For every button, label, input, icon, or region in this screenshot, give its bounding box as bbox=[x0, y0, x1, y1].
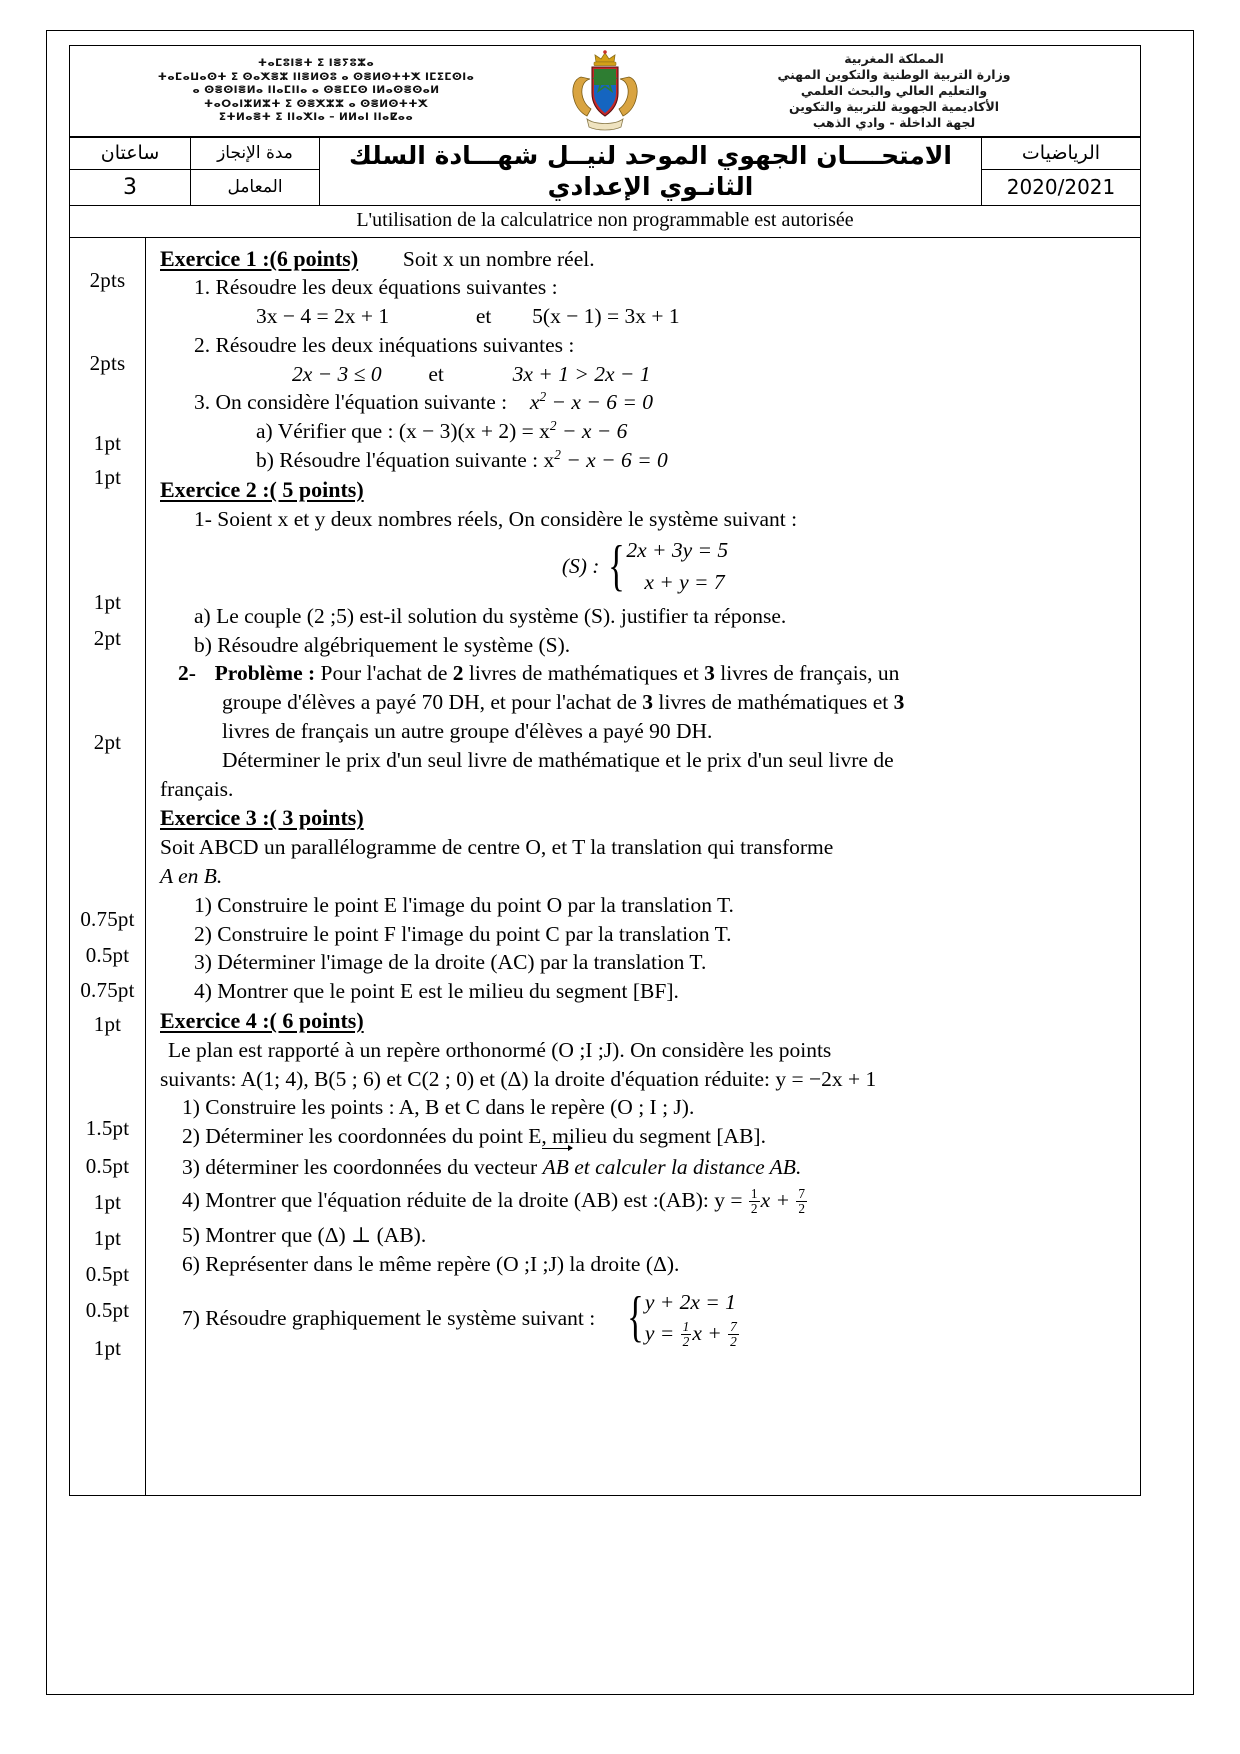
ex4-q4-mid: x + bbox=[760, 1187, 796, 1212]
ex2-problem-line-2 bbox=[160, 688, 1130, 717]
ex4-q7-label: 7) Résoudre graphiquement le système suivant : bbox=[182, 1305, 596, 1330]
points-value: 1pt bbox=[93, 464, 122, 489]
ex2-problem-line-1 bbox=[160, 659, 1130, 688]
ex1-q3-prefix: 3. On considère l'équation suivante : bbox=[194, 390, 508, 415]
ministry-header bbox=[69, 45, 1141, 137]
coat-of-arms-icon bbox=[562, 49, 648, 133]
ex1-q3b-text: b) Résoudre l'équation suivante : $x^2 - x - 6 = 0$ bbox=[256, 446, 668, 473]
ex1-eq-conjunction: et bbox=[475, 304, 492, 329]
duration-hours-value: ساعتان bbox=[70, 138, 191, 170]
ex2-problem-line-4: Déterminer le prix d'un seul livre de mathématique et le prix d'un seul livre de bbox=[222, 747, 894, 772]
ex2-system bbox=[603, 535, 728, 597]
ex1-q3a bbox=[160, 417, 1130, 446]
exercise-4-header-row bbox=[160, 1006, 1130, 1036]
points-value: 1pt bbox=[93, 1335, 122, 1360]
fraction-one-half: $\frac{1}{2}$ bbox=[682, 1319, 690, 1350]
ex2-problem-n3: 3 bbox=[642, 690, 654, 715]
ex3-intro-line-2: A en B. bbox=[160, 863, 223, 888]
ex4-q6: 6) Représenter dans le même repère (O ;I ;J) la droite (Δ). bbox=[182, 1252, 680, 1277]
arabic-line-5: لجهة الداخلة - وادي الذهب bbox=[812, 115, 976, 130]
ex2-system-label: (S) : bbox=[561, 554, 600, 579]
left-brace-icon: { bbox=[627, 1286, 644, 1349]
points-value: 2pts bbox=[89, 350, 126, 375]
arabic-ministry-block bbox=[648, 51, 1140, 131]
ex1-q2: 2. Résoudre les deux inéquations suivantes : bbox=[194, 332, 575, 357]
points-value: 1pt bbox=[93, 430, 122, 455]
points-value: 1pt bbox=[93, 1011, 122, 1036]
ex3-q3: 3) Déterminer l'image de la droite (AC) par la translation T. bbox=[194, 950, 707, 975]
points-value: 1pt bbox=[93, 1189, 122, 1214]
exam-sheet bbox=[69, 45, 1141, 1496]
ex4-q4 bbox=[160, 1186, 1130, 1216]
ex2-system-block bbox=[160, 535, 1130, 597]
ex2-system-row-2: x + y = 7 bbox=[644, 569, 725, 594]
ex4-q7 bbox=[160, 1287, 1130, 1349]
ex4-q3-text-a: 3) déterminer les coordonnées du vecteur bbox=[182, 1154, 543, 1179]
coefficient-label: المعامل bbox=[191, 169, 320, 205]
ex2-problem-t5: livres de mathématiques et bbox=[653, 690, 894, 715]
ex4-q2: 2) Déterminer les coordonnées du point E, milieu du segment [AB]. bbox=[182, 1124, 766, 1149]
ex1-q1-equations bbox=[160, 302, 1130, 331]
ex2-problem-n2: 3 bbox=[704, 661, 715, 686]
ex4-q3 bbox=[160, 1151, 1130, 1182]
fraction-seven-halves: $\frac{7}{2}$ bbox=[730, 1319, 737, 1350]
ex4-q3-text-b: et calculer la distance AB. bbox=[568, 1154, 802, 1179]
ex2-problem-t3: livres de français, un bbox=[714, 661, 900, 686]
ex4-intro-line-1: Le plan est rapporté à un repère orthonormé (O ;I ;J). On considère les points bbox=[168, 1037, 832, 1062]
ex1-q1: 1. Résoudre les deux équations suivantes : bbox=[194, 275, 558, 300]
tifinagh-block bbox=[70, 57, 562, 124]
points-value: 0.75pt bbox=[80, 906, 135, 931]
ex2-system-row-1: 2x + 3y = 5 bbox=[626, 538, 729, 563]
fraction-one-half: $\frac{1}{2}$ bbox=[750, 1186, 758, 1216]
ex4-intro-line-2: suivants: A(1; 4), B(5 ; 6) et C(2 ; 0) et (Δ) la droite d'équation réduite: y = −2x + 1 bbox=[160, 1066, 877, 1091]
ex1-q3b bbox=[160, 446, 1130, 475]
exam-body bbox=[69, 238, 1141, 1496]
tifinagh-line-5: ⵉⵜⵍⴰⴻⵜ ⵉ ⵏⵏⴰⵅⵏⴰ – ⵍⵍⴰⵏ ⵏⵏⴰⵇⴰⴰ bbox=[218, 111, 414, 124]
points-value: 0.5pt bbox=[85, 1153, 130, 1178]
exercise-3-header-row bbox=[160, 803, 1130, 833]
points-value: 0.5pt bbox=[85, 1297, 130, 1322]
ex1-ineq-conjunction: et bbox=[428, 361, 444, 386]
exercise-2-heading: Exercice 2 :( 5 points) bbox=[160, 476, 364, 502]
ex2-problem-label: Problème : bbox=[214, 661, 316, 686]
school-year: 2020/2021 bbox=[982, 169, 1141, 205]
calculator-note: L'utilisation de la calculatrice non programmable est autorisée bbox=[69, 206, 1141, 238]
ex1-ineq-right: 3x + 1 > 2x − 1 bbox=[512, 361, 651, 386]
points-value: 2pts bbox=[89, 267, 126, 292]
exercises-content bbox=[146, 238, 1140, 1495]
arabic-line-1: المملكة المغربية bbox=[844, 51, 944, 66]
ex1-q2-inequations bbox=[160, 360, 1130, 389]
exam-title bbox=[320, 138, 982, 206]
exercise-2-header-row bbox=[160, 475, 1130, 505]
exercise-1-heading: Exercice 1 :(6 points) bbox=[160, 245, 359, 271]
exam-title-line-2: الثانـوي الإعدادي bbox=[547, 172, 754, 202]
points-value: 2pt bbox=[93, 729, 122, 754]
points-value: 1.5pt bbox=[85, 1115, 130, 1140]
exam-title-line-1: الامتحــــان الجهوي الموحد لنيــل شهـــادة السلك bbox=[348, 141, 952, 170]
ex4-system bbox=[622, 1287, 740, 1349]
arabic-line-4: الأكاديمية الجهوية للتربية والتكوين bbox=[788, 99, 1000, 114]
ex4-system-row-1: y + 2x = 1 bbox=[644, 1289, 736, 1314]
ex1-q3 bbox=[160, 388, 1130, 417]
points-column bbox=[70, 238, 146, 1495]
ex2-problem-n1: 2 bbox=[452, 661, 464, 686]
ex2-problem-marker: 2- bbox=[178, 661, 196, 686]
ex2-problem-line-5: français. bbox=[160, 776, 234, 801]
arabic-line-3: والتعليم العالي والبحث العلمي bbox=[800, 83, 988, 98]
vector-ab-icon: AB bbox=[543, 1151, 569, 1182]
ex2-problem-t4: groupe d'élèves a payé 70 DH, et pour l'achat de bbox=[222, 690, 643, 715]
exercise-1-header-row bbox=[160, 244, 1130, 274]
ex2-problem-t1: Pour l'achat de bbox=[320, 661, 453, 686]
ex2-q1: 1- Soient x et y deux nombres réels, On considère le système suivant : bbox=[194, 506, 798, 531]
duration-label: مدة الإنجاز bbox=[191, 138, 320, 170]
tifinagh-line-4: ⵜⴰⵔⴰⵏⵣⵍⵣⵜ ⵉ ⵙⴻⵅⵣⵣ ⴰ ⵙⴻⵍⵙⵜⵜⵅ bbox=[204, 97, 428, 110]
ex2-q1b: b) Résoudre algébriquement le système (S). bbox=[194, 632, 571, 657]
ex1-eq-left: 3x − 4 = 2x + 1 bbox=[256, 304, 390, 329]
points-value: 0.75pt bbox=[80, 977, 135, 1002]
fraction-seven-halves: $\frac{7}{2}$ bbox=[798, 1186, 806, 1216]
ex3-q1: 1) Construire le point E l'image du point O par la translation T. bbox=[194, 892, 734, 917]
points-value: 0.5pt bbox=[85, 1261, 130, 1286]
ex4-q5: 5) Montrer que (Δ) ⊥ (AB). bbox=[182, 1223, 427, 1248]
ex2-problem-line-3: livres de français un autre groupe d'élèves a payé 90 DH. bbox=[222, 719, 713, 743]
exercise-1-intro: Soit x un nombre réel. bbox=[402, 246, 595, 271]
ex1-q3a-text: a) Vérifier que : $(x - 3)(x + 2) = x^2 - x - 6$ bbox=[256, 418, 628, 444]
subject-name: الرياضيات bbox=[982, 138, 1141, 170]
ex4-q1: 1) Construire les points : A, B et C dans le repère (O ; I ; J). bbox=[182, 1095, 695, 1120]
ex3-intro-line-1: Soit ABCD un parallélogramme de centre O, et T la translation qui transforme bbox=[160, 835, 834, 860]
tifinagh-line-2: ⵜⴰⵎⴰⵡⴰⵙⵜ ⵉ ⵙⴰⵅⴻⵣ ⵏⵏⴻⵍⵙⵓ ⴰ ⵙⴻⵍⵙⵜⵜⵅ ⵏⵎⵉⵎⵙⵏⴰ bbox=[157, 70, 475, 83]
coefficient-value: 3 bbox=[70, 169, 191, 205]
points-value: 1pt bbox=[93, 1225, 122, 1250]
tifinagh-line-1: ⵜⴰⵎⵓⵏⴻⵜ ⵉ ⵏⴻⵢⵓⵣⴰ bbox=[257, 57, 375, 70]
ex1-q3-equation: $x^2 - x - 6 = 0$ bbox=[529, 389, 653, 415]
exercise-4-heading: Exercice 4 :( 6 points) bbox=[160, 1007, 364, 1033]
exercise-3-heading: Exercice 3 :( 3 points) bbox=[160, 805, 364, 831]
ex2-problem-n4: 3 bbox=[893, 690, 905, 715]
title-row-1 bbox=[70, 138, 1141, 170]
exam-title-table bbox=[69, 137, 1141, 206]
ex4-q4-text: 4) Montrer que l'équation réduite de la droite (AB) est :(AB): y = bbox=[182, 1187, 748, 1212]
points-value: 2pt bbox=[93, 625, 122, 650]
arabic-line-2: وزارة التربية الوطنية والتكوين المهني bbox=[777, 67, 1011, 82]
tifinagh-line-3: ⴰ ⵙⴻⵙⵏⴻⵍⴰ ⵏⵏⴰⵎⵏⵏⴰ ⴰ ⵙⴻⵎⵎⵙ ⵏⵍⴰⵙⴻⵙⴰⵍ bbox=[192, 84, 440, 97]
ex3-q2: 2) Construire le point F l'image du point C par la translation T. bbox=[194, 921, 732, 946]
exam-page bbox=[46, 30, 1194, 1695]
left-brace-icon: { bbox=[608, 534, 626, 597]
ex3-q4: 4) Montrer que le point E est le milieu du segment [BF]. bbox=[194, 979, 679, 1004]
ex2-problem-t2: livres de mathématiques et bbox=[463, 661, 705, 686]
ex2-q1a: a) Le couple (2 ;5) est-il solution du système (S). justifier ta réponse. bbox=[194, 603, 787, 628]
ex1-ineq-left: 2x − 3 ≤ 0 bbox=[292, 361, 382, 386]
ex4-system-row-2: y = $\frac{1}{2}$ x + $\frac{7}{2}$ bbox=[644, 1319, 737, 1350]
points-value: 1pt bbox=[93, 589, 122, 614]
ex1-eq-right: 5(x − 1) = 3x + 1 bbox=[532, 304, 680, 329]
points-value: 0.5pt bbox=[85, 942, 130, 967]
